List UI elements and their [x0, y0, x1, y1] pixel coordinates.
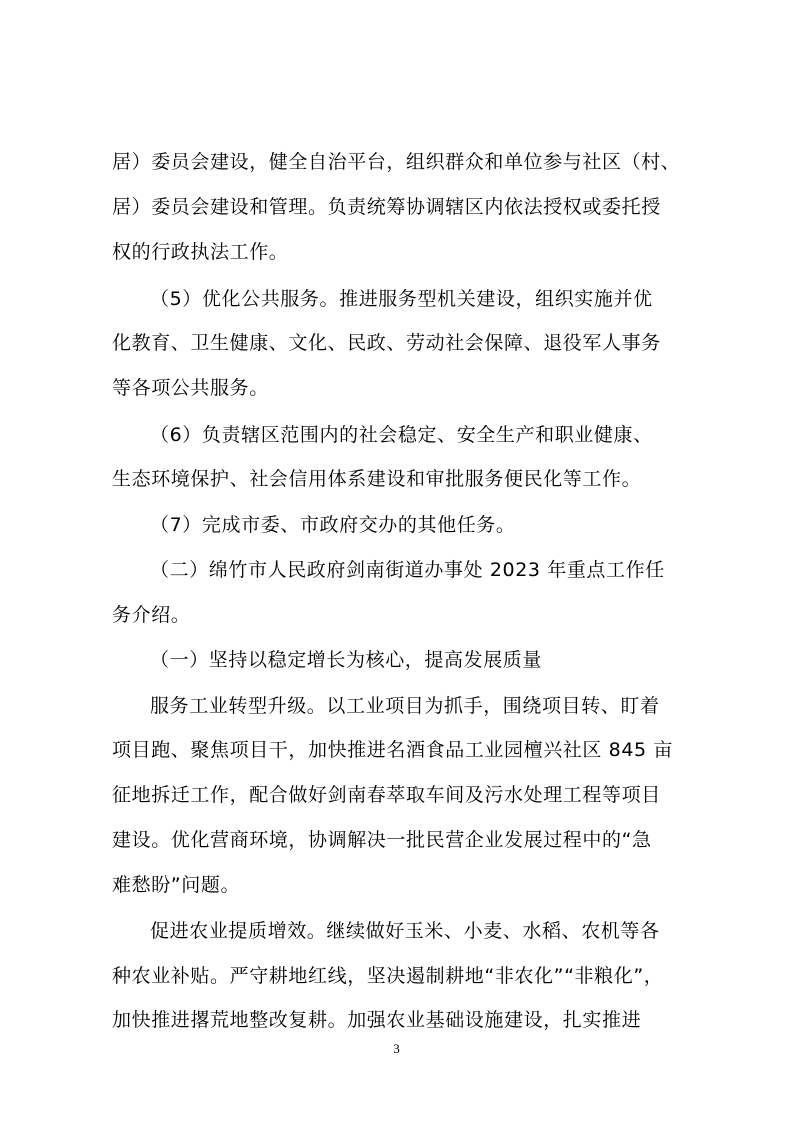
text-line: （6）负责辖区范围内的社会稳定、安全生产和职业健康、 [150, 424, 653, 446]
text-line: 生态环境保护、社会信用体系建设和审批服务便民化等工作。 [112, 468, 642, 490]
text-line: （7）完成市委、市政府交办的其他任务。 [150, 514, 516, 536]
text-line: 化教育、卫生健康、文化、民政、劳动社会保障、退役军人事务 [112, 332, 661, 354]
text-line: 加快推进撂荒地整改复耕。加强农业基础设施建设，扎实推进 [112, 1009, 642, 1031]
text-line: 居）委员会建设和管理。负责统筹协调辖区内依法授权或委托授 [112, 196, 661, 218]
text-line: 促进农业提质增效。继续做好玉米、小麦、水稻、农机等各 [150, 920, 660, 942]
text-line: （5）优化公共服务。推进服务型机关建设，组织实施并优 [150, 288, 653, 310]
text-line: 权的行政执法工作。 [112, 241, 289, 263]
text-line: 服务工业转型升级。以工业项目为抓手，围绕项目转、盯着 [150, 695, 660, 717]
text-line: 种农业补贴。严守耕地红线，坚决遏制耕地“非农化”“非粮化”， [112, 965, 664, 987]
text-line: 建设。优化营商环境，协调解决一批民营企业发展过程中的“急 [112, 829, 652, 851]
text-line: 项目跑、聚焦项目干，加快推进名酒食品工业园檀兴社区 845 亩 [112, 739, 673, 761]
text-line: （二）绵竹市人民政府剑南街道办事处 2023 年重点工作任 [150, 559, 665, 581]
text-line: 务介绍。 [112, 604, 191, 626]
page-number: 3 [393, 1041, 400, 1056]
text-line: 等各项公共服务。 [112, 377, 269, 399]
text-line: 居）委员会建设，健全自治平台，组织群众和单位参与社区（村、 [112, 151, 681, 173]
text-line: 难愁盼”问题。 [112, 874, 241, 896]
text-line: （一）坚持以稳定增长为核心，提高发展质量 [150, 649, 543, 671]
text-line: 征地拆迁工作，配合做好剑南春萃取车间及污水处理工程等项目 [112, 784, 661, 806]
